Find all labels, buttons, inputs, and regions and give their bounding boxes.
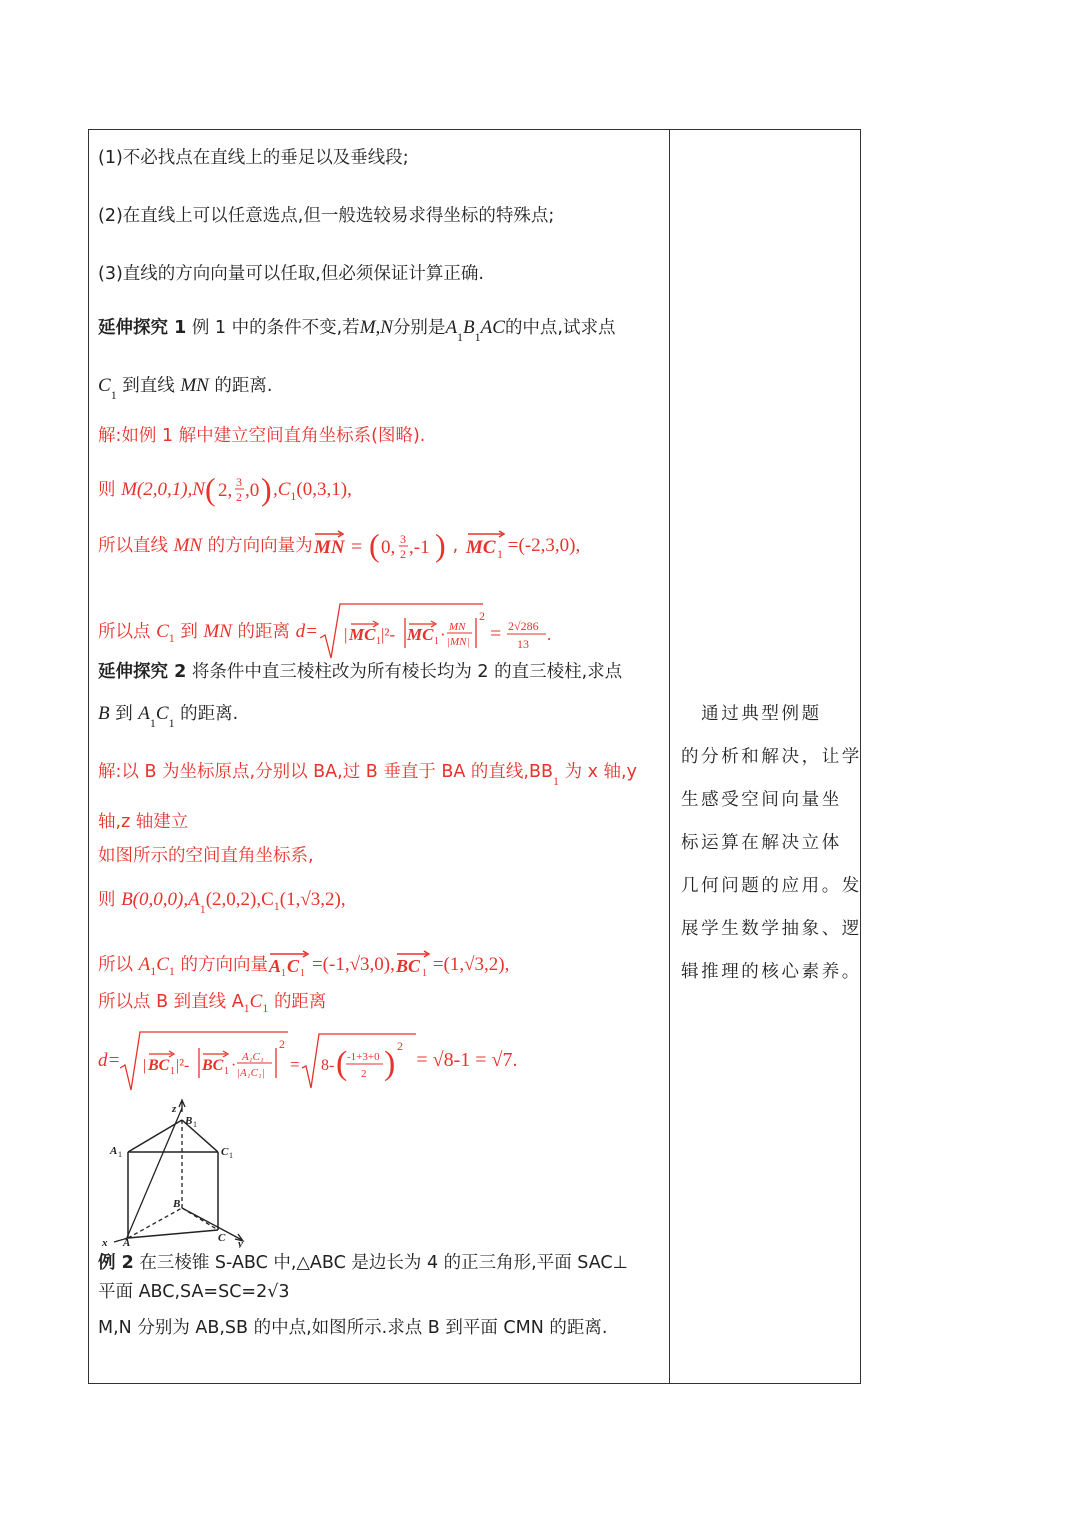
svg-text:2: 2 [397, 1039, 404, 1053]
svg-text:B: B [185, 1115, 193, 1127]
ext1-solution-2: 则 M(2,0,1),N ( 2, 3 2 ,0 ) $,C_1(0,3,1)$, [98, 470, 352, 510]
ext1-solution-3: 所以直线 MN 的方向向量为 MN = ( 0, 3 2 ,-1 ) , MC 1 =(-2,3,0), [98, 526, 580, 566]
ext1-question-line1: 延伸探究 1 例 1 中的条件不变,若M,N分别是$A_1B_1AC$的中点,试求点 [98, 317, 616, 344]
svg-text:): ) [384, 1045, 396, 1082]
svg-text:=: = [350, 536, 362, 558]
svg-text:,0: ,0 [244, 480, 260, 501]
svg-text:1: 1 [280, 968, 286, 979]
svg-text:1: 1 [193, 1120, 197, 1129]
ext1-solution-1: 解:如例 1 解中建立空间直角坐标系(图略). [98, 426, 426, 446]
example2-line1: 例 2 在三棱锥 S-ABC 中,△ABC 是边长为 4 的正三角形,平面 SAC⊥ [98, 1253, 628, 1273]
svg-text:A: A [123, 1237, 131, 1248]
point-2: (2)在直线上可以任意选点,但一般选较易求得坐标的特殊点; [98, 206, 555, 226]
svg-text:A: A [110, 1145, 118, 1157]
side-note-4: 标运算在解决立体 [681, 833, 842, 853]
svg-text:(: ( [336, 1045, 348, 1082]
column-divider [669, 129, 670, 1384]
svg-text:|²-: |²- [176, 1057, 190, 1074]
ext2-solution-1: 解:以 B 为坐标原点,分别以 BA,过 B 垂直于 BA 的直线$,BB_1$ 为 x 轴,y [98, 762, 637, 788]
mc1-vector [464, 526, 508, 566]
svg-text:·: · [439, 625, 446, 644]
svg-text:1: 1 [299, 968, 305, 979]
svg-text:y: y [238, 1238, 243, 1248]
ext2-distance-formula [120, 1028, 416, 1094]
ext2-question-line2: B 到 $A_1C_1$ 的距离. [98, 703, 239, 730]
svg-text:2: 2 [361, 1068, 367, 1080]
a1c1-vector [268, 948, 312, 982]
side-note-5: 几何问题的应用。发 [681, 876, 862, 896]
svg-text:MN: MN [313, 537, 345, 558]
ext2-solution-5: 所以 $A_1C_1$ 的方向向量 A 1 C 1 =(-1,√3,0), BC 1 =(1,√3,2), [98, 948, 509, 982]
ext1-distance-formula [318, 602, 558, 662]
svg-text:B: B [173, 1198, 181, 1210]
svg-text:=: = [290, 1055, 300, 1074]
svg-text:3: 3 [235, 475, 242, 489]
svg-text:2: 2 [478, 609, 485, 623]
side-note-1: 通过典型例题 [681, 704, 822, 724]
svg-text:BC: BC [202, 1057, 224, 1074]
point-3: (3)直线的方向向量可以任取,但必须保证计算正确. [98, 264, 484, 284]
svg-text:C: C [286, 956, 299, 976]
svg-text:3: 3 [399, 532, 406, 546]
ext2-solution-3: 如图所示的空间直角坐标系, [98, 846, 314, 866]
ext1-label: 延伸探究 1 [98, 318, 187, 338]
side-note-7: 辑推理的核心素养。 [681, 962, 862, 982]
side-note-3: 生感受空间向量坐 [681, 790, 842, 810]
svg-text:|: | [143, 1057, 147, 1074]
svg-text:2√286: 2√286 [507, 619, 539, 633]
svg-text:BC: BC [148, 1057, 170, 1074]
svg-text:1: 1 [433, 636, 439, 647]
svg-text:|MN|: |MN| [446, 636, 470, 648]
svg-text:MN: MN [448, 621, 466, 633]
side-note-6: 展学生数学抽象、逻 [681, 919, 862, 939]
svg-text:8-: 8- [321, 1057, 335, 1074]
svg-text:2,: 2, [217, 480, 233, 501]
point-1: (1)不必找点在直线上的垂足以及垂线段; [98, 148, 409, 168]
svg-text:BC: BC [395, 956, 420, 976]
svg-text:1: 1 [229, 1151, 233, 1160]
ext2-label: 延伸探究 2 [98, 662, 187, 682]
bc1-vector [395, 948, 433, 982]
svg-text:(: ( [368, 527, 380, 563]
svg-text:,-1: ,-1 [408, 537, 430, 558]
svg-text:0,: 0, [380, 537, 395, 558]
svg-text:1: 1 [375, 636, 381, 647]
ext2-solution-4: 则 $B(0,0,0),A_1(2,0,2),C_1(1,√3,2)$, [98, 889, 346, 916]
svg-text:1: 1 [496, 547, 503, 561]
ext2-solution-6: 所以点 B 到直线 $A_1C_1$ 的距离 [98, 991, 327, 1015]
ext1-question-line2: $C_1$ 到直线 MN 的距离. [98, 375, 273, 402]
svg-text:|: | [343, 625, 348, 644]
svg-text:1: 1 [170, 1066, 176, 1077]
example2-label: 例 2 [98, 1253, 134, 1273]
svg-text:-1+3+0: -1+3+0 [347, 1051, 380, 1063]
svg-text:): ) [434, 527, 446, 563]
svg-text:C: C [221, 1146, 229, 1158]
ext2-question-line1: 延伸探究 2 将条件中直三棱柱改为所有棱长均为 2 的直三棱柱,求点 [98, 662, 623, 682]
svg-text:1: 1 [421, 968, 427, 979]
svg-text:A₁C₁: A₁C₁ [242, 1051, 265, 1063]
svg-text:.: . [546, 625, 552, 644]
svg-text:x: x [102, 1237, 108, 1248]
svg-text:13: 13 [516, 637, 529, 651]
svg-text:2: 2 [279, 1037, 286, 1051]
svg-text:=: = [489, 623, 502, 645]
svg-text:2: 2 [235, 490, 242, 504]
ext2-solution-2: 轴,z 轴建立 [98, 812, 189, 832]
svg-text:A: A [268, 956, 281, 976]
svg-text:MC: MC [406, 625, 434, 644]
side-note-2: 的分析和解决，让学 [681, 747, 862, 767]
example2-line3: M,N 分别为 AB,SB 的中点,如图所示.求点 B 到平面 CMN 的距离. [98, 1318, 608, 1338]
fig-label-z: z [172, 1103, 177, 1115]
mn-vector-formula [313, 526, 453, 566]
ext1-solution-4: 所以点 $C_1$ 到 MN 的距离 d= | MC 1 |²- MC 1 · MN |MN| 2 = 2√286 13 . [98, 602, 558, 662]
svg-text:(: ( [204, 471, 216, 507]
example2-line2: 平面 ABC,SA=SC=2√3 [98, 1282, 290, 1302]
svg-text:1: 1 [118, 1150, 122, 1159]
svg-text:C: C [218, 1232, 226, 1244]
ext2-solution-7: d= | BC 1 |²- BC 1 · A₁C₁ |A₁C₁| 2 = 8- ( -1+3+0 2 ) 2 = √8-1 = √7. [98, 1028, 518, 1094]
prism-figure [100, 1098, 260, 1248]
svg-text:·: · [231, 1057, 237, 1074]
svg-text:MC: MC [465, 537, 496, 558]
svg-text:2: 2 [399, 547, 406, 561]
svg-text:|A₁C₁|: |A₁C₁| [237, 1067, 266, 1079]
svg-text:MC: MC [348, 625, 376, 644]
n-coordinate-formula [205, 470, 273, 510]
svg-text:1: 1 [224, 1066, 230, 1077]
svg-text:): ) [260, 471, 272, 507]
svg-text:|²-: |²- [380, 625, 396, 644]
